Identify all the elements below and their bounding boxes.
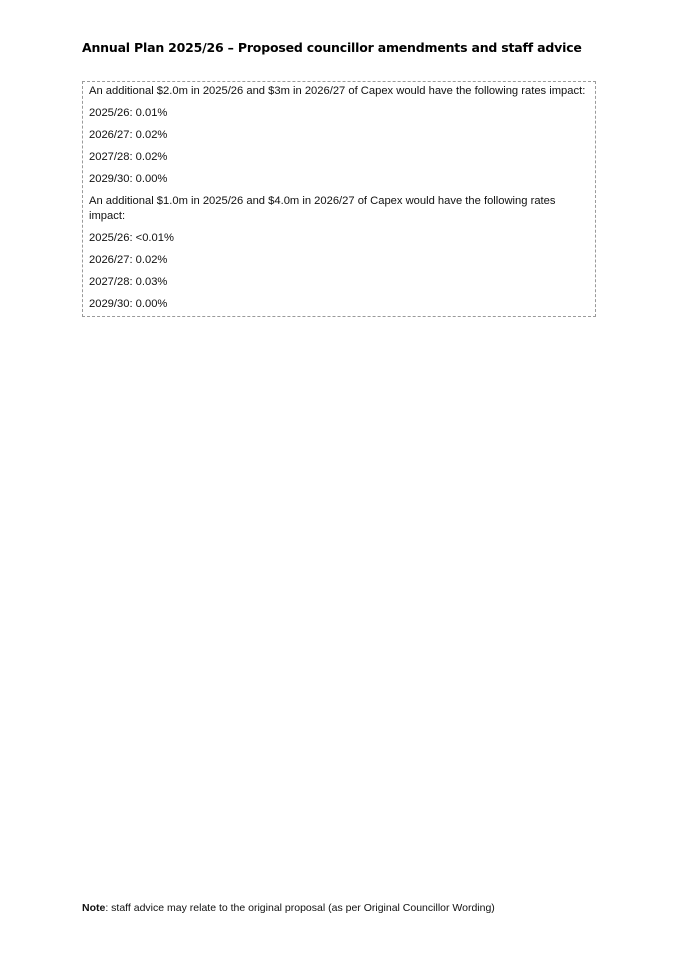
- staff-advice-box: [82, 81, 596, 317]
- rates-impact-intro-1: An additional $2.0m in 2025/26 and $3m in 2026/27 of Capex would have the following rates impact:: [89, 85, 586, 97]
- rates-impact-row: 2025/26: <0.01%: [89, 232, 174, 244]
- rates-impact-intro-2: An additional $1.0m in 2025/26 and $4.0m in 2026/27 of Capex would have the following rates impact:: [89, 195, 556, 222]
- rates-impact-row: 2025/26: 0.01%: [89, 107, 168, 119]
- footer-note-text: : staff advice may relate to the original proposal (as per Original Councillor Wording): [105, 902, 495, 914]
- footer-note-label: Note: [82, 902, 106, 914]
- rates-impact-row: 2027/28: 0.03%: [89, 276, 168, 288]
- footer-note: [82, 902, 495, 914]
- rates-impact-row: 2026/27: 0.02%: [89, 254, 168, 266]
- rates-impact-row: 2029/30: 0.00%: [89, 298, 168, 310]
- rates-impact-row: 2029/30: 0.00%: [89, 173, 168, 185]
- page-title: Annual Plan 2025/26 – Proposed councillor amendments and staff advice: [82, 40, 582, 55]
- rates-impact-row: 2027/28: 0.02%: [89, 151, 168, 163]
- rates-impact-row: 2026/27: 0.02%: [89, 129, 168, 141]
